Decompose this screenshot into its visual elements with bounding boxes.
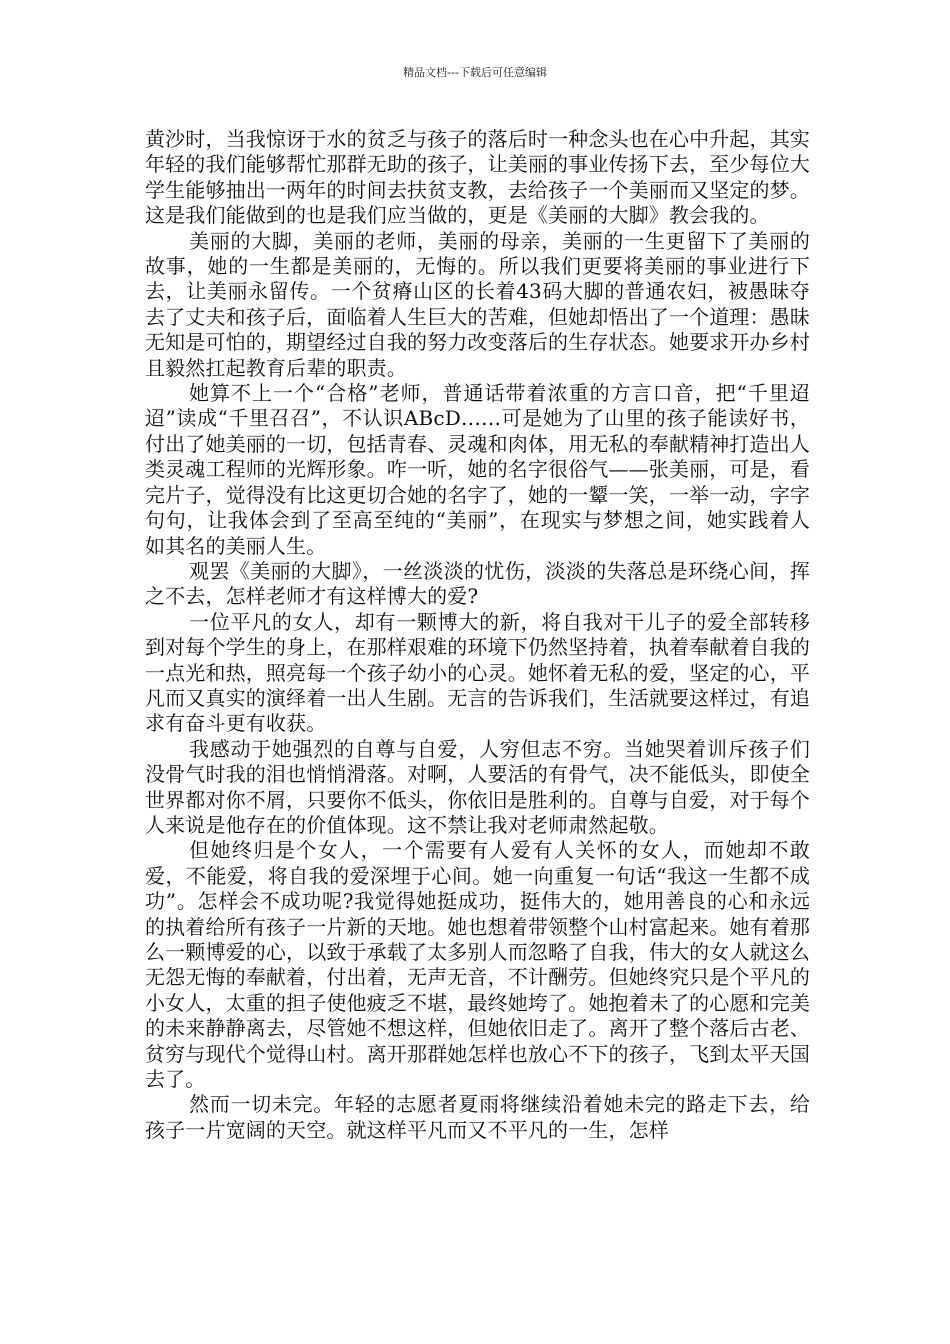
- paragraph: 但她终归是个女人，一个需要有人爱有人关怀的女人，而她却不敢爱，不能爱，将自我的爱深埋于心间。她一向重复一句话“我这一生都不成功”。怎样会不成功呢?我觉得她挺成功，挺伟大的，她用善良的心和永远的执着给所有孩子一片新的天地。她也想着带领整个山村富起来。她有着那么一颗博爱的心，以致于承载了太多别人而忽略了自我，伟大的女人就这么无怨无悔的奉献着，付出着，无声无音，不计酬劳。但她终究只是个平凡的小女人，太重的担子使他疲乏不堪，最终她垮了。她抱着未了的心愿和完美的未来静静离去，尽管她不想这样，但她依旧走了。离开了整个落后古老、贫穷与现代个觉得山村。离开那群她怎样也放心不下的孩子，飞到太平天国去了。: [145, 838, 810, 1092]
- paragraph: 美丽的大脚，美丽的老师，美丽的母亲，美丽的一生更留下了美丽的故事，她的一生都是美丽的，无悔的。所以我们更要将美丽的事业进行下去，让美丽永留传。一个贫瘠山区的长着43码大脚的普通农妇，被愚昧夺去了丈夫和孩子后，面临着人生巨大的苦难，但她却悟出了一个道理：愚昧无知是可怕的，期望经过自我的努力改变落后的生存状态。她要求开办乡村且毅然扛起教育后辈的职责。: [145, 228, 810, 380]
- paragraph: 观罢《美丽的大脚》，一丝淡淡的忧伤，淡淡的失落总是环绕心间，挥之不去，怎样老师才有这样博大的爱?: [145, 558, 810, 609]
- paragraph: 她算不上一个“合格”老师，普通话带着浓重的方言口音，把“千里迢迢”读成“千里召召”，不认识ABcD……可是她为了山里的孩子能读好书，付出了她美丽的一切，包括青春、灵魂和肉体，用无私的奉献精神打造出人类灵魂工程师的光辉形象。咋一听，她的名字很俗气——张美丽，可是，看完片子，觉得没有比这更切合她的名字了，她的一颦一笑，一举一动，字字句句，让我体会到了至高至纯的“美丽”，在现实与梦想之间，她实践着人如其名的美丽人生。: [145, 381, 810, 558]
- paragraph: 然而一切未完。年轻的志愿者夏雨将继续沿着她未完的路走下去，给孩子一片宽阔的天空。就这样平凡而又不平凡的一生，怎样: [145, 1092, 810, 1142]
- paragraph: 一位平凡的女人，却有一颗博大的新，将自我对干儿子的爱全部转移到对每个学生的身上，在那样艰难的环境下仍然坚持着，执着奉献着自我的一点光和热，照亮每一个孩子幼小的心灵。她怀着无私的爱，坚定的心，平凡而又真实的演绎着一出人生剧。无言的告诉我们，生活就要这样过，有追求有奋斗更有收获。: [145, 609, 810, 736]
- paragraph: 黄沙时，当我惊讶于水的贫乏与孩子的落后时一种念头也在心中升起，其实年轻的我们能够帮忙那群无助的孩子，让美丽的事业传扬下去，至少每位大学生能够抽出一两年的时间去扶贫支教，去给孩子一个美丽而又坚定的梦。这是我们能做到的也是我们应当做的，更是《美丽的大脚》教会我的。: [145, 127, 810, 228]
- page-header: 精品文档---下载后可任意编辑: [403, 66, 547, 79]
- document-body: [145, 127, 810, 1143]
- paragraph: 我感动于她强烈的自尊与自爱，人穷但志不穷。当她哭着训斥孩子们没骨气时我的泪也悄悄滑落。对啊，人要活的有骨气，决不能低头，即使全世界都对你不屑，只要你不低头，你依旧是胜利的。自尊与自爱，对于每个人来说是他存在的价值体现。这不禁让我对老师肃然起敬。: [145, 736, 810, 837]
